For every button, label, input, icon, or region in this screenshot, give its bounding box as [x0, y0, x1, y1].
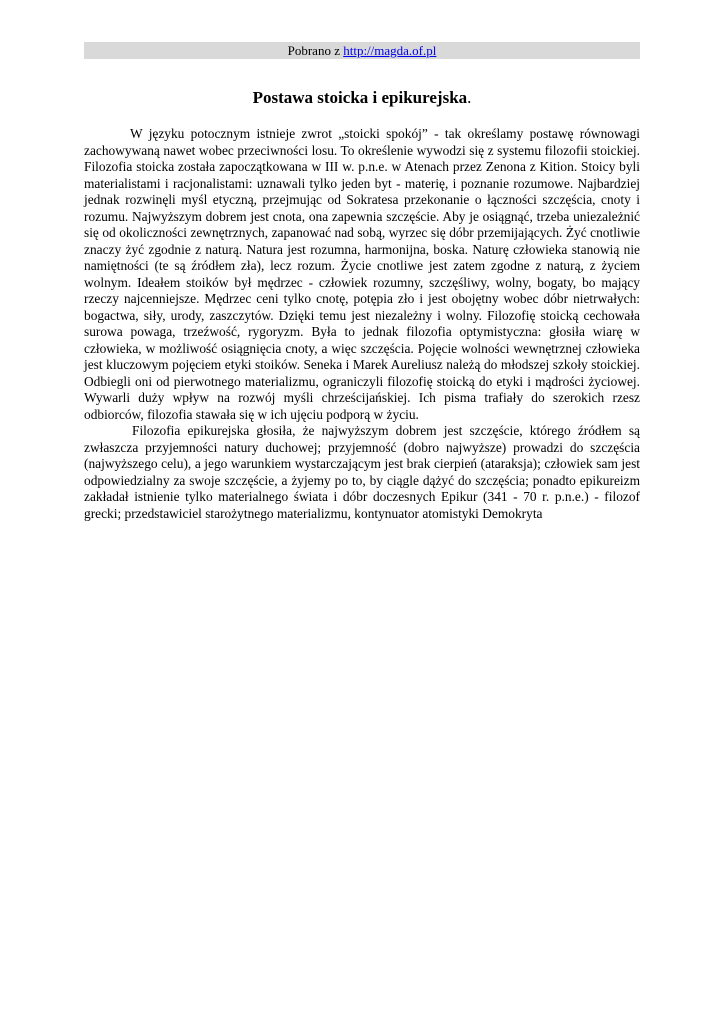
- paragraph-epicureanism: Filozofia epikurejska głosiła, że najwyższym dobrem jest szczęście, którego źródłem są zwłaszcza przyjemności natury duchowej; przyjemność (dobro najwyższe) prowadzi do szczęścia (najwyższego celu), a jego warunkiem wystarczającym jest brak cierpień (ataraksja); człowiek sam jest odpowiedzialny za swoje szczęście, a żyjemy po to, by ciągle dążyć do szczęścia; ponadto epikureizm zakładał istnienie tylko materialnego świata i dóbr doczesnych Epikur (341 - 70 r. p.n.e.) - filozof grecki; przedstawiciel starożytnego materializmu, kontynuator atomistyki Demokryta: [84, 423, 640, 521]
- source-link[interactable]: http://magda.of.pl: [343, 43, 437, 58]
- paragraph-stoicism: W języku potocznym istnieje zwrot „stoicki spokój” - tak określamy postawę równowagi zachowywaną nawet wobec przeciwności losu. To określenie wywodzi się z systemu filozofii stoickiej. Filozofia stoicka została zapoczątkowana w III w. p.n.e. w Atenach przez Zenona z Kition. Stoicy byli materialistami i racjonalistami: uznawali tylko jeden byt - materię, i poznanie rozumowe. Najbardziej jednak rozwinęli myśl etyczną, przejmując od Sokratesa przekonanie o łączności szczęścia, cnoty i rozumu. Najwyższym dobrem jest cnota, ona zapewnia szczęście. Aby je osiągnąć, trzeba uniezależnić się od okoliczności zewnętrznych, zapanować nad sobą, wyrzec się dóbr przemijających. Żyć cnotliwie znaczy żyć zgodnie z naturą. Natura jest rozumna, harmonijna, boska. Naturę człowieka stanowią nie namiętności (te są źródłem zła), lecz rozum. Życie cnotliwe jest zatem zgodne z naturą, z życiem wolnym. Ideałem stoików był mędrzec - człowiek rozumny, szczęśliwy, wolny, bogaty, bo mający rzeczy najcenniejsze. Mędrzec ceni tylko cnotę, potępia zło i jest obojętny wobec dóbr nietrwałych: bogactwa, siły, urody, zaszczytów. Dzięki temu jest niezależny i wolny. Filozofię stoicką cechowała surowa powaga, trzeźwość, rygoryzm. Była to jednak filozofia optymistyczna: głosiła wiarę w człowieka, w możliwość osiągnięcia cnoty, a więc szczęścia. Pojęcie wolności wewnętrznej człowieka jest kluczowym pojęciem etyki stoików. Seneka i Marek Aureliusz należą do młodszej szkoły stoickiej. Odbiegli oni od pierwotnego materializmu, ograniczyli filozofię stoicką do etyki i mądrości życiowej. Wywarli duży wpływ na rozwój myśli chrześcijańskiej. Ich pisma trafiały do szerokich rzesz odbiorców, filozofia stawała się w ich ujęciu podporą w życiu.: [84, 126, 640, 422]
- document-title: [84, 88, 640, 108]
- title-period: .: [467, 88, 472, 107]
- download-source-banner: [84, 42, 640, 59]
- title-text: Postawa stoicka i epikurejska: [252, 88, 468, 107]
- document-body: [84, 126, 640, 522]
- banner-prefix-text: Pobrano z: [287, 43, 344, 58]
